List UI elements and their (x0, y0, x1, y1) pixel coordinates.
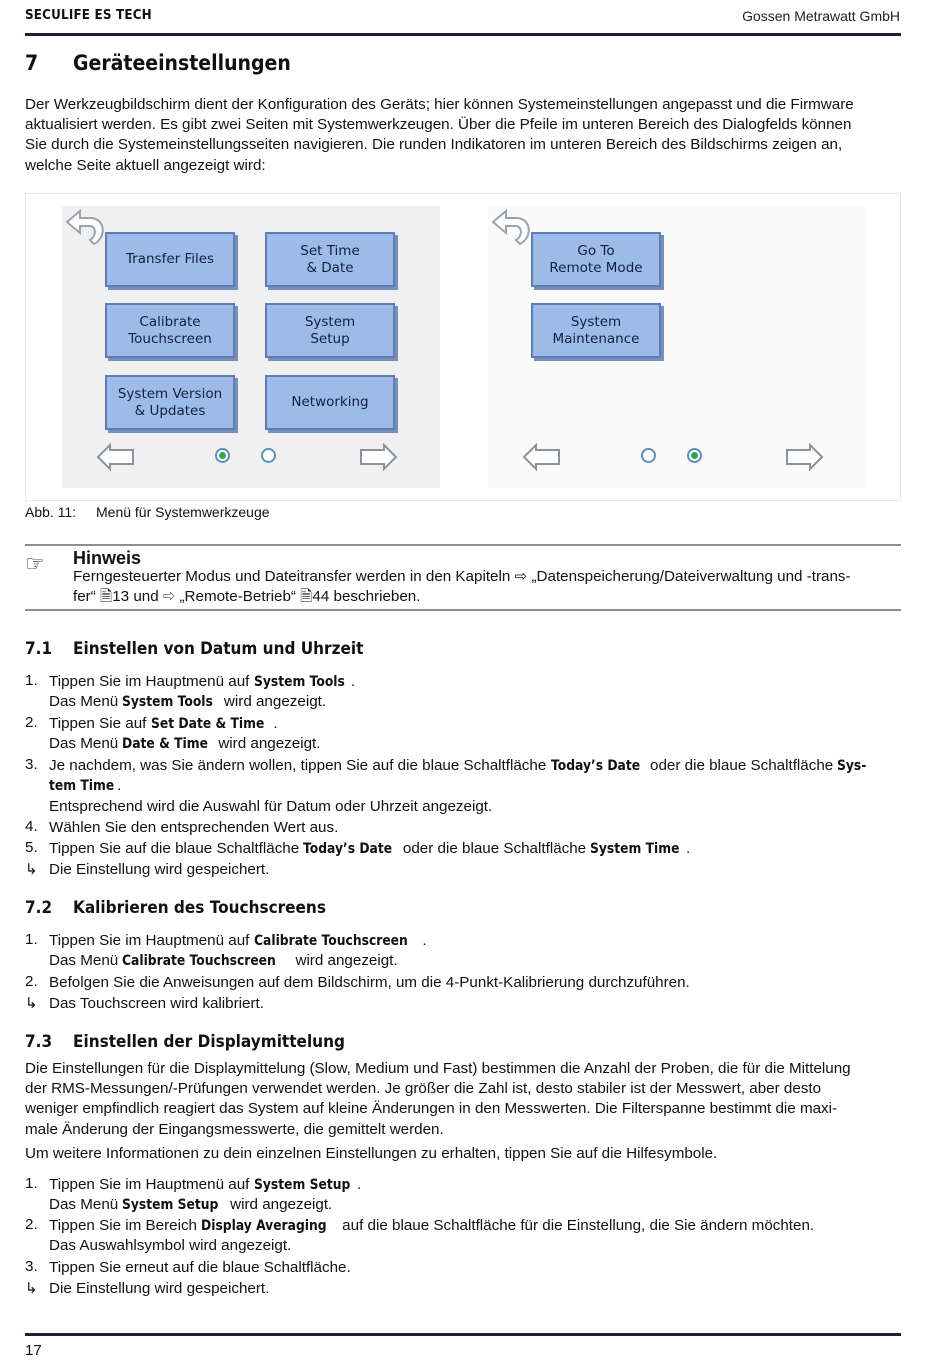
step-number: 2. (25, 714, 38, 731)
step-number: 1. (25, 1175, 38, 1192)
result-text: Das Touchscreen wird kalibriert. (49, 995, 264, 1012)
note-line: Ferngesteuerter Modus und Dateitransfer werden in den Kapiteln ⇨ „Datenspeicherung/Dateiverwaltung und -trans- (73, 568, 851, 585)
step-number: 2. (25, 973, 38, 990)
system-tools-figure (25, 193, 901, 501)
intro-paragraph (25, 95, 905, 176)
page-number: 17 (25, 1342, 42, 1359)
previous-page-arrow-icon[interactable] (96, 442, 136, 472)
intro-line: Sie durch die Systemeinstellungsseiten navigieren. Die runden Indikatoren im unteren Bereich des Bildschirms zeigen an, (25, 136, 843, 154)
subsection-title: Einstellen der Displaymittelung (73, 1032, 345, 1052)
intro-line: Der Werkzeugbildschirm dient der Konfiguration des Geräts; hier können Systemeinstellungen angepasst und die Firmware (25, 96, 854, 113)
result-arrow-icon: ↳ (25, 995, 38, 1012)
set-time-date-button[interactable]: Set Time & Date (265, 232, 395, 287)
step-number: 1. (25, 672, 38, 689)
step-text: Tippen Sie im Bereich Display Averaging auf die blaue Schaltfläche für die Einstellung, die Sie ändern möchten. Das Auswahlsymbol wird angezeigt. (49, 1217, 815, 1255)
page-indicator-1-active (215, 448, 230, 463)
note-text (73, 567, 903, 607)
subsection-number: 7.2 (25, 898, 53, 918)
step-text: Tippen Sie im Hauptmenü auf Calibrate Touchscreen . Das Menü Calibrate Touchscreen wird angezeigt. (49, 932, 427, 970)
system-setup-button[interactable]: System Setup (265, 303, 395, 358)
transfer-files-button[interactable]: Transfer Files (105, 232, 235, 287)
section-title: Geräteeinstellungen (73, 51, 291, 75)
subsection-title: Einstellen von Datum und Uhrzeit (73, 639, 364, 659)
step-text: Tippen Sie im Hauptmenü auf System Setup . Das Menü System Setup wird angezeigt. (49, 1176, 362, 1214)
previous-page-arrow-icon[interactable] (522, 442, 562, 472)
page-indicator-2 (261, 448, 276, 463)
next-page-arrow-icon[interactable] (784, 442, 824, 472)
step-number: 4. (25, 818, 38, 835)
step-text: Tippen Sie im Hauptmenü auf System Tools . Das Menü System Tools wird angezeigt. (49, 673, 356, 711)
go-to-remote-mode-button[interactable]: Go To Remote Mode (531, 232, 661, 287)
next-page-arrow-icon[interactable] (358, 442, 398, 472)
step-text: Wählen Sie den entsprechenden Wert aus. (49, 819, 339, 836)
footer-rule (25, 1333, 901, 1336)
result-arrow-icon: ↳ (25, 861, 38, 878)
pointing-hand-icon: ☞ (25, 551, 45, 576)
step-text: Tippen Sie erneut auf die blaue Schaltfläche. (49, 1259, 351, 1276)
note-top-rule (25, 544, 901, 546)
help-paragraph: Um weitere Informationen zu dein einzelnen Einstellungen zu erhalten, tippen Sie auf die Hilfesymbole. (25, 1145, 718, 1162)
subsection-number: 7.3 (25, 1032, 53, 1052)
tools-screen-page-1 (62, 206, 440, 488)
step-number: 3. (25, 1258, 38, 1275)
step-number: 2. (25, 1216, 38, 1233)
averaging-paragraph: Die Einstellungen für die Displaymittelung (Slow, Medium und Fast) bestimmen die Anzahl der Proben, die für die Mittelung der RMS-Messungen/-Prüfungen verwendet werden. Je größer die Zahl ist, desto stabiler ist der Messwert, aber desto weniger empfindlich reagiert das System auf kleine Änderungen in den Messwerten. Die Filterspanne bestimmt die maxi- male Änderung der Eingangsmesswerte, die gemittelt werden. (25, 1060, 851, 1138)
subsection-title: Kalibrieren des Touchscreens (73, 898, 326, 918)
intro-line: welche Seite aktuell angezeigt wird: (25, 156, 266, 174)
step-text: Tippen Sie auf Set Date & Time . Das Menü Date & Time wird angezeigt. (49, 715, 321, 753)
calibrate-touchscreen-button[interactable]: Calibrate Touchscreen (105, 303, 235, 358)
result-arrow-icon: ↳ (25, 1280, 38, 1297)
note-bottom-rule (25, 609, 901, 611)
header-product-name: SECULIFE ES TECH (25, 8, 152, 23)
step-number: 5. (25, 839, 38, 856)
step-text: Befolgen Sie die Anweisungen auf dem Bildschirm, um die 4-Punkt-Kalibrierung durchzuführen. (49, 974, 690, 991)
networking-button[interactable]: Networking (265, 375, 395, 430)
result-text: Die Einstellung wird gespeichert. (49, 861, 270, 878)
intro-line: aktualisiert werden. Es gibt zwei Seiten mit Systemwerkzeugen. Über die Pfeile im unteren Bereich des Dialogfelds können (25, 116, 852, 134)
step-number: 1. (25, 931, 38, 948)
note-line: fer“ 🗎13 und ⇨ „Remote-Betrieb“ 🗎44 beschrieben. (73, 588, 421, 606)
header-company-name: Gossen Metrawatt GmbH (742, 8, 900, 24)
back-arrow-icon[interactable] (64, 208, 108, 248)
subsection-number: 7.1 (25, 639, 53, 659)
step-text: Tippen Sie auf die blaue Schaltfläche Today’s Date oder die blaue Schaltfläche System Time . (49, 840, 691, 857)
back-arrow-icon[interactable] (490, 208, 534, 248)
result-text: Die Einstellung wird gespeichert. (49, 1280, 270, 1297)
step-text: Je nachdem, was Sie ändern wollen, tippen Sie auf die blaue Schaltfläche Today’s Date oder die blaue Schaltfläche Sys- tem Time . Entsprechend wird die Auswahl für Datum oder Uhrzeit angezeigt. (49, 757, 867, 815)
section-number: 7 (25, 51, 39, 75)
system-version-updates-button[interactable]: System Version & Updates (105, 375, 235, 430)
system-maintenance-button[interactable]: System Maintenance (531, 303, 661, 358)
note-title: Hinweis (73, 548, 142, 568)
figure-caption-label: Abb. 11: (25, 504, 77, 520)
header-rule (25, 33, 901, 36)
page-indicator-1 (641, 448, 656, 463)
tools-screen-page-2 (488, 206, 866, 488)
step-number: 3. (25, 756, 38, 773)
page-indicator-2-active (687, 448, 702, 463)
figure-caption-text: Menü für Systemwerkzeuge (96, 504, 270, 520)
